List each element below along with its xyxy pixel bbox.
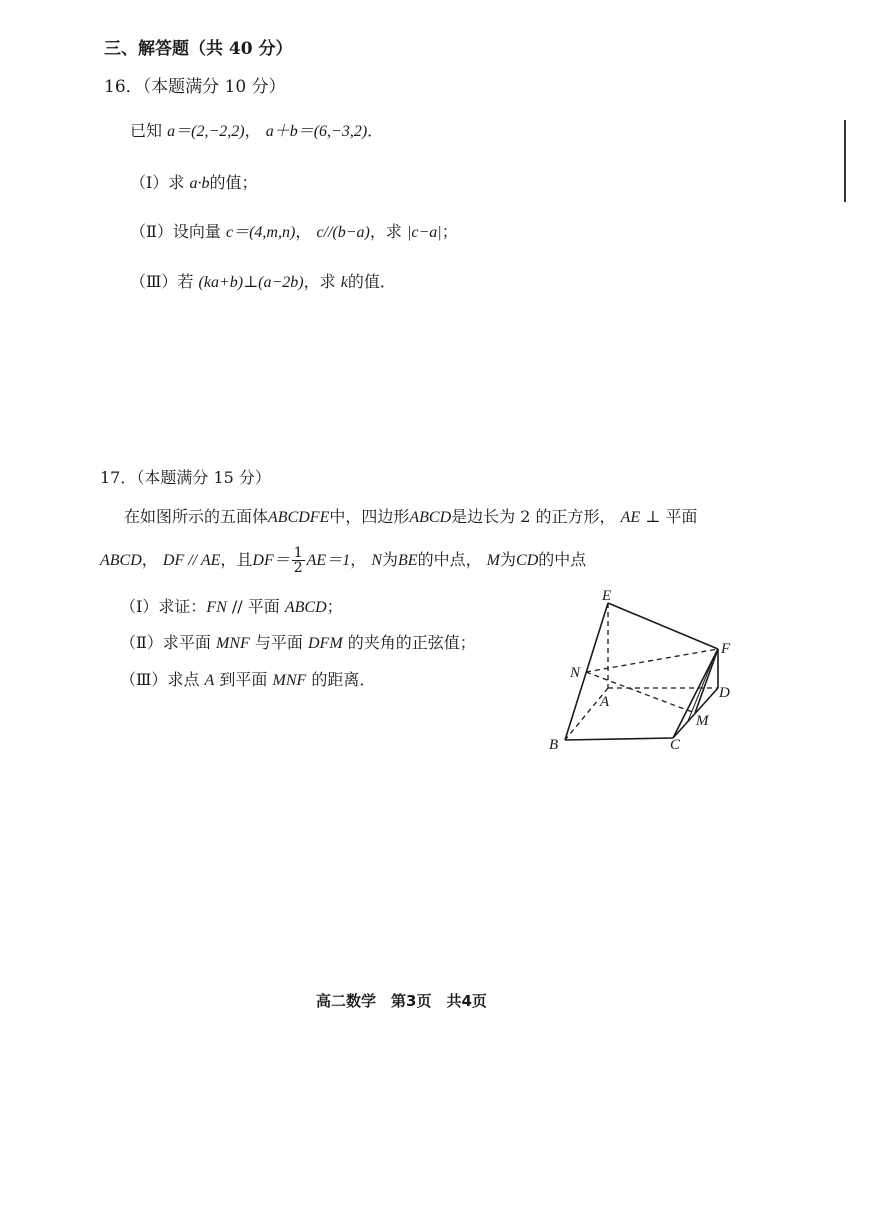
q16-part1-post: 的值； <box>209 173 258 192</box>
q16-part2-sep: ， <box>295 222 312 241</box>
q17-line1-perp: ⊥ 平面 <box>645 507 698 526</box>
segment-nf-hidden <box>586 649 718 672</box>
q17-line2-plane: ABCD <box>100 552 142 569</box>
q16-part3-mid: ，求 <box>303 272 336 291</box>
q17-line1 <box>124 504 697 527</box>
q17-part3-a: A <box>204 672 215 689</box>
q17-line2-k: 的中点， <box>417 550 482 569</box>
q16-part3 <box>130 269 396 292</box>
q16-given-prefix: 已知 <box>130 121 163 140</box>
q16-given <box>130 118 383 141</box>
q17-part3-mark: （Ⅲ） <box>120 670 168 689</box>
q17-line1-solid: ABCDFE <box>268 509 330 526</box>
q16-part3-expr: (ka+b)⊥(a−2b) <box>198 274 304 291</box>
q16-part3-k: k <box>340 274 348 291</box>
q16-part2-abs: |c−a| <box>407 224 442 241</box>
q17-part2-mnf: MNF <box>216 635 250 652</box>
q17-line1-e: 是边长为 2 的正方形， <box>451 507 616 526</box>
q17-line2-df: DF＝ <box>252 552 290 569</box>
q17-part2-dfm: DFM <box>307 635 343 652</box>
q17-line2-g: ， <box>350 550 367 569</box>
label-a: A <box>600 694 610 710</box>
q17-part3-mid: 到平面 <box>219 670 268 689</box>
q16-part1-expr: a·b <box>189 175 210 192</box>
q17-part1 <box>120 594 343 617</box>
q17-part2-pre: 求平面 <box>162 633 211 652</box>
q17-line2-b: ， <box>141 550 158 569</box>
q17-line2-o: 的中点 <box>538 550 587 569</box>
scan-artifact-line <box>844 120 846 202</box>
q16-part2-mid: ，求 <box>369 222 402 241</box>
q17-line2-m-wei: 为 <box>500 550 517 569</box>
q17-part1-end: ； <box>326 597 343 616</box>
q17-part3-pre: 求点 <box>167 670 200 689</box>
q17-part2-mid: 与平面 <box>254 633 303 652</box>
edge-ef <box>608 603 718 649</box>
q17-part1-plane: ABCD <box>284 599 327 616</box>
edge-mf <box>695 649 718 713</box>
fraction-numerator: 1 <box>293 545 303 561</box>
q16-part2-pre: 设向量 <box>172 222 221 241</box>
q17-part2 <box>120 630 476 653</box>
q17-line2-m: M <box>486 552 500 569</box>
fraction-denominator: 2 <box>293 560 303 576</box>
q16-part2-parallel: c//(b−a) <box>316 224 370 241</box>
q17-line2-parallel: DF // AE <box>162 552 221 569</box>
q17-line1-square: ABCD <box>409 509 452 526</box>
q16-part1-mark: （Ⅰ） <box>130 173 169 192</box>
q17-part1-fn: FN <box>206 599 227 616</box>
q16-part3-post: 的值． <box>347 272 396 291</box>
q16-part3-mark: （Ⅲ） <box>130 272 178 291</box>
label-m: M <box>696 713 709 729</box>
q16-given-sep: ， <box>244 121 261 140</box>
q17-line2-be: BE <box>398 552 418 569</box>
q16-part3-pre: 若 <box>177 272 194 291</box>
q16-part2 <box>130 219 458 242</box>
fraction-one-half <box>292 546 305 575</box>
label-f: F <box>721 641 731 657</box>
label-b: B <box>549 737 559 753</box>
q17-line1-c: 中，四边形 <box>329 507 410 526</box>
q17-part1-pre: 求证： <box>158 597 207 616</box>
q17-line2-i: 为 <box>382 550 399 569</box>
edge-bc <box>565 738 673 740</box>
q16-given-a: a＝(2,−2,2) <box>167 123 245 140</box>
q16-given-ab: a＋b＝(6,−3,2) <box>265 123 368 140</box>
q17-part3 <box>120 667 375 690</box>
q17-part2-post: 的夹角的正弦值； <box>347 633 476 652</box>
q16-part2-c: c＝(4,m,n) <box>226 224 296 241</box>
q17-part3-post: 的距离． <box>311 670 376 689</box>
q17-line2-ae-eq: AE＝1 <box>306 552 351 569</box>
q17-line2 <box>100 546 586 575</box>
q17-line2-cd: CD <box>516 552 539 569</box>
q17-heading: 17．（本题满分 15 分） <box>100 468 271 487</box>
q16-given-end: ． <box>367 121 384 140</box>
q17-part2-mark: （Ⅱ） <box>120 633 163 652</box>
label-n: N <box>570 665 581 681</box>
q16-part1-pre: 求 <box>168 173 185 192</box>
q16-part1 <box>130 170 257 193</box>
q16-heading: 16．（本题满分 10 分） <box>104 77 286 97</box>
label-d: D <box>719 685 730 701</box>
q17-line2-d: ，且 <box>220 550 253 569</box>
q17-part1-post: // 平面 <box>231 597 280 616</box>
q16-part2-mark: （Ⅱ） <box>130 222 173 241</box>
pentahedron-figure <box>540 585 750 755</box>
label-e: E <box>602 588 612 604</box>
page-footer: 高二数学 第3页 共4页 <box>316 992 487 1010</box>
q17-line2-n: N <box>371 552 382 569</box>
label-c: C <box>670 737 681 753</box>
section-title: 三、解答题（共 40 分） <box>104 39 293 59</box>
q17-line1-ae: AE <box>620 509 641 526</box>
edge-cf-shade <box>688 652 716 721</box>
q17-part1-mark: （Ⅰ） <box>120 597 159 616</box>
q16-part2-end: ； <box>441 222 458 241</box>
q17-line1-a: 在如图所示的五面体 <box>124 507 269 526</box>
q17-part3-mnf: MNF <box>272 672 307 689</box>
